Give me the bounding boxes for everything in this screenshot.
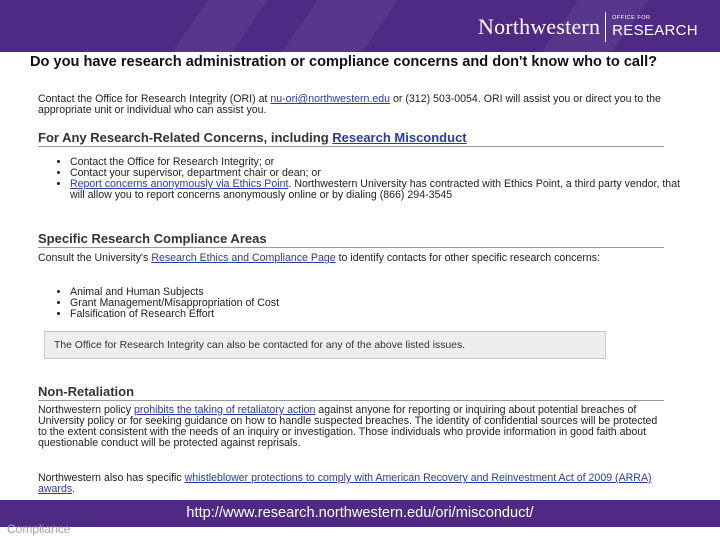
non-retaliation-paragraph: [38, 405, 664, 449]
whistleblower-protections-link[interactable]: whistleblower protections to comply with American Recovery and Reinvestment Act of 2009 (ARRA) awards: [38, 472, 652, 495]
ori-email-link[interactable]: nu-ori@northwestern.edu: [270, 93, 391, 105]
header-bar: [0, 0, 720, 52]
section-heading-concerns: [38, 130, 664, 147]
compliance-intro-before: Consult the University's: [38, 252, 152, 264]
logo-subtitle-big: RESEARCH: [612, 21, 698, 39]
footer-bar: [0, 500, 720, 527]
logo-divider: [605, 12, 606, 42]
retaliation-text-before: Northwestern policy: [38, 404, 134, 416]
contact-text-after: or (312) 503-0054. ORI will assist you or direct you to the appropriate unit or individual who can assist you.: [38, 93, 661, 116]
section-heading-non-retaliation: Non-Retaliation: [38, 384, 664, 401]
list-item: • Animal and Human Subjects: [70, 287, 690, 298]
section-heading-compliance: Specific Research Compliance Areas: [38, 231, 664, 248]
compliance-intro: [38, 253, 664, 264]
northwestern-research-logo[interactable]: [478, 10, 698, 44]
concerns-list: [38, 157, 690, 201]
misconduct-page-url[interactable]: http://www.research.northwestern.edu/ori/misconduct/: [186, 505, 534, 521]
logo-subtitle-small: OFFICE FOR: [612, 15, 651, 22]
compliance-list: [38, 287, 690, 320]
whistleblower-text-before: Northwestern also has specific: [38, 472, 185, 484]
list-item: • Grant Management/Misappropriation of Cost: [70, 298, 690, 309]
list-item: • Falsification of Research Effort: [70, 309, 690, 320]
list-item: [70, 179, 690, 201]
logo-subtitle: [612, 16, 698, 38]
research-misconduct-link[interactable]: Research Misconduct: [332, 130, 467, 145]
compliance-intro-after: to identify contacts for other specific research concerns:: [335, 252, 601, 264]
contact-paragraph: [38, 94, 664, 116]
ori-notice-box: The Office for Research Integrity can also be contacted for any of the above listed issues.: [44, 331, 606, 359]
webpage-screenshot: [30, 52, 681, 500]
contact-text-before: Contact the Office for Research Integrity (ORI) at: [38, 93, 271, 105]
research-ethics-compliance-link[interactable]: Research Ethics and Compliance Page: [151, 252, 336, 264]
list-item: • Contact your supervisor, department chair or dean; or: [70, 168, 690, 179]
list-item: • Contact the Office for Research Integrity; or: [70, 157, 690, 168]
page-headline: Do you have research administration or compliance concerns and don't know who to call?: [30, 54, 658, 70]
header-facet-decoration: [172, 0, 268, 52]
footer-compliance-label: Compliance: [7, 522, 71, 536]
header-facet-decoration: [282, 0, 398, 52]
concerns-heading-prefix: For Any Research-Related Concerns, including: [38, 130, 333, 145]
whistleblower-text-after: .: [72, 483, 76, 495]
whistleblower-paragraph: [38, 473, 664, 495]
ethics-point-link[interactable]: Report concerns anonymously via Ethics Point: [70, 178, 289, 190]
ethics-point-text: . Northwestern University has contracted with Ethics Point, a third party vendor, that will allow you to report concerns anonymously online or by dialing (866) 294-3545: [70, 178, 681, 201]
logo-wordmark: Northwestern: [478, 14, 601, 39]
retaliation-text-after: against anyone for reporting or inquiring about potential breaches of University policy or for seeking guidance on how to handle suspected breaches. The identity of confidential sources will be protected to the extent consistent with the needs of an inquiry or investigation. Those individuals who provide information in good faith about questionable conduct will be protected against reprisals.: [38, 404, 658, 449]
retaliatory-action-policy-link[interactable]: prohibits the taking of retaliatory action: [133, 404, 316, 416]
